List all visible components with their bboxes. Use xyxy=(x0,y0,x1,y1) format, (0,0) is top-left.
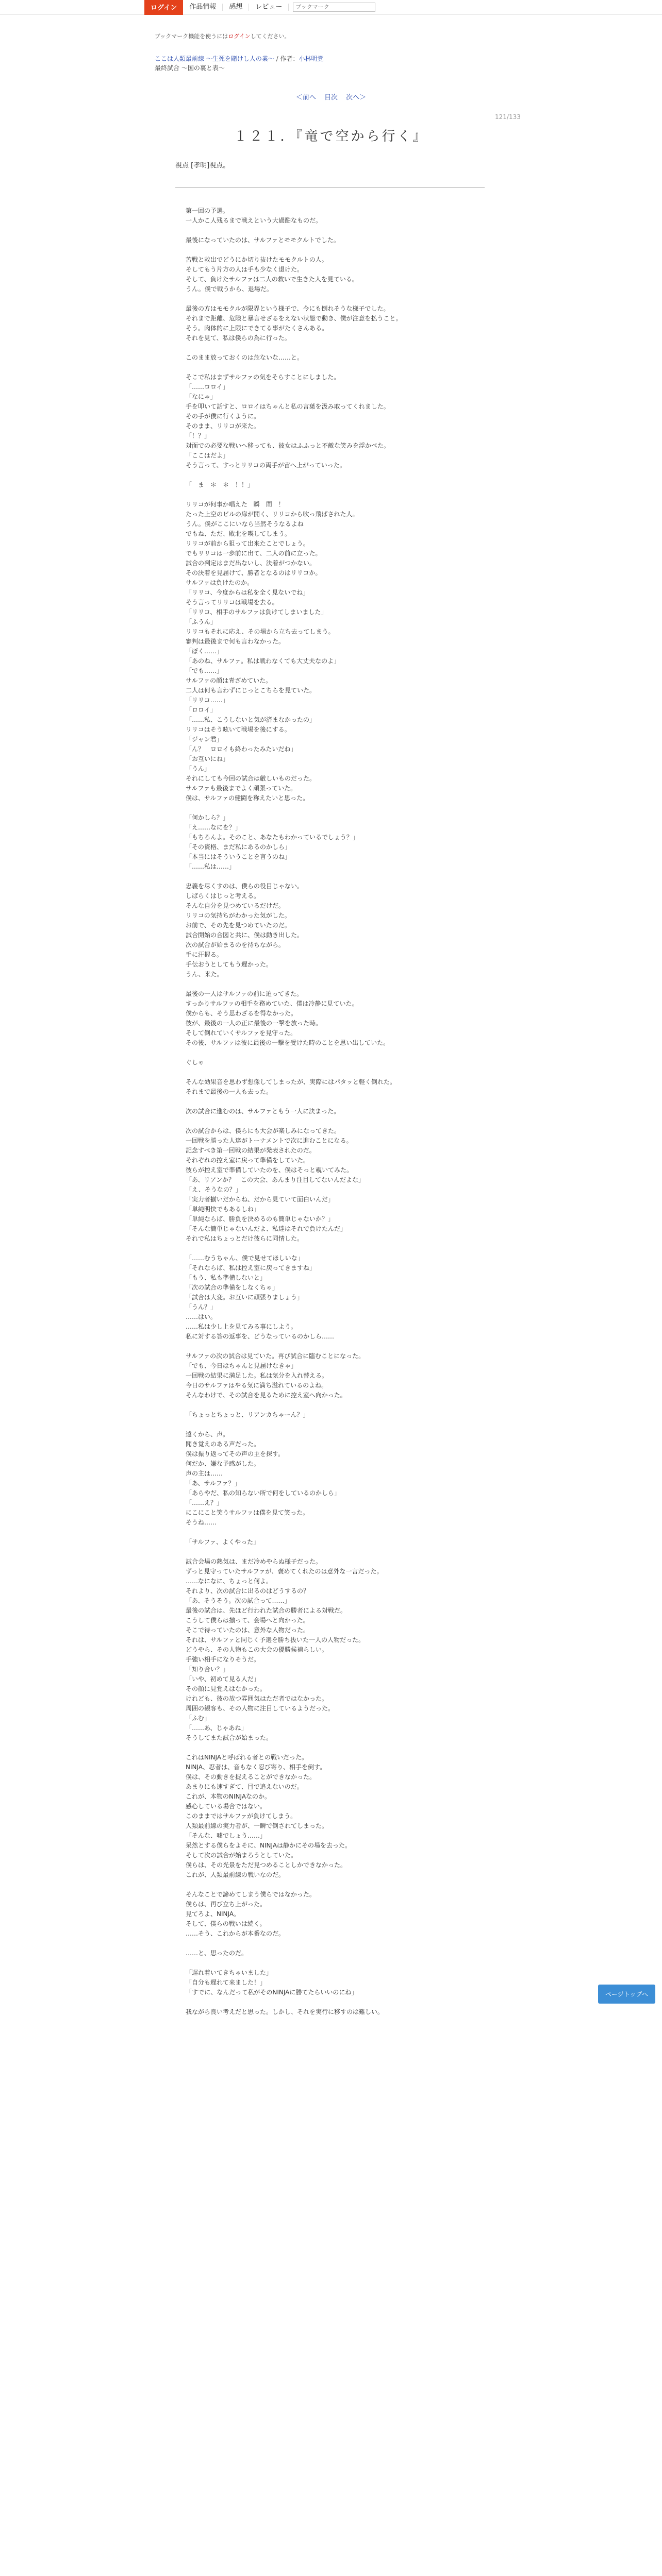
body-line: サルファも最後までよく頑張っていた。 xyxy=(186,785,297,792)
body-line: 「でも、今日はちゃんと見届けなきゃ」 xyxy=(186,1362,297,1369)
prev-link[interactable]: ＜前へ xyxy=(295,94,316,101)
body-line: これが、人類最前線の戦いなのだ。 xyxy=(186,1871,285,1878)
body-line: 「知り合い？」 xyxy=(186,1666,229,1673)
body-line: 感心している場合ではない。 xyxy=(186,1803,267,1810)
body-line: 彼が、最後の一人の正に最後の一撃を放った時。 xyxy=(186,1020,322,1027)
body-line: そうね…… xyxy=(186,1519,217,1526)
body-line: 「その資格、まだ私にあるのかしら」 xyxy=(186,843,291,851)
body-line: 「……私は……」 xyxy=(186,863,236,870)
body-line xyxy=(186,1342,495,1351)
arc-title: 最終試合 〜国の裏と表〜 xyxy=(155,64,225,72)
body-line: 僕からも、そう思わざるを得なかった。 xyxy=(186,1010,297,1017)
body-line: 次の試合からは、僕らにも大会が楽しみになってきた。 xyxy=(186,1127,341,1134)
body-line: それを見て、私は僕らの為に行った。 xyxy=(186,334,291,342)
body-line: 「お互いにね」 xyxy=(186,755,229,762)
author-link[interactable]: 小林明覚 xyxy=(299,55,324,62)
body-line: 記念すべき第一回戦の結果が発表されたのだ。 xyxy=(186,1147,316,1154)
body-line: 対面での必要な戦いへ移っても、彼女はふふっと不敵な笑みを浮かべた。 xyxy=(186,442,390,449)
body-line: 「あらやだ、私の知らない所で何をしているのかしら」 xyxy=(186,1489,341,1497)
body-line: そう言って、すっとリリコの両手が宙へ上がっていった。 xyxy=(186,462,346,469)
body-line: 「なにゃ」 xyxy=(186,393,217,400)
body-line: 「あのね、サルファ。私は戦わなくても大丈夫なのよ」 xyxy=(186,657,340,665)
body-line: 「 ま ＊ ＊ ！！」 xyxy=(186,481,254,488)
bookmark-input[interactable] xyxy=(293,3,375,12)
body-line: 「単純明快でもあるしね」 xyxy=(186,1206,260,1213)
body-line: 「うん？」 xyxy=(186,1303,217,1311)
body-line: 「そんな簡単じゃないんだよ、私達はそれで負けたんだ」 xyxy=(186,1225,347,1232)
body-line: あまりにも速すぎて、目で追えないのだ。 xyxy=(186,1783,303,1790)
body-line: 「リリコ、相手のサルファは負けてしまいました」 xyxy=(186,608,327,616)
breadcrumb-separator: / xyxy=(276,55,278,62)
body-line: 「何かしら？」 xyxy=(186,814,229,821)
body-line: でもリリコは一歩前に出て、二人の前に立った。 xyxy=(186,550,322,557)
body-line: そんな効果音を思わず想像してしまったが、実際にはパタッと軽く倒れた。 xyxy=(186,1078,396,1086)
notice-prefix: ブックマーク機能を使うには xyxy=(155,33,228,40)
body-line: 「実力者揃いだからね、だから見ていて面白いんだ」 xyxy=(186,1196,335,1203)
body-line: 「！？」 xyxy=(186,432,211,439)
body-line xyxy=(186,245,495,255)
body-line: そして倒れていくサルファを見守った。 xyxy=(186,1029,297,1037)
body-line: うん。僕で戦うから、退場だ。 xyxy=(186,285,273,293)
novel-body xyxy=(186,206,495,2017)
body-line: 「本当にはそういうことを言うのね」 xyxy=(186,853,291,860)
body-line: すっかりサルファの相手を務めていた、僕は冷静に見ていた。 xyxy=(186,1000,358,1007)
body-line xyxy=(186,1067,495,1077)
body-line: けれども、彼の放つ雰囲気はただ者ではなかった。 xyxy=(186,1695,328,1702)
body-line: 手伝おうとしてもう遅かった。 xyxy=(186,961,273,968)
body-line xyxy=(186,872,495,882)
body-line: そう。肉体的に上限にできてる事がたくさんある。 xyxy=(186,325,328,332)
body-line: 「……え？」 xyxy=(186,1499,223,1506)
body-line: 次の試合に進むのは、サルファともう一人に決まった。 xyxy=(186,1108,340,1115)
body-line: うん。僕がここにいなら当然そうなるよね xyxy=(186,520,304,528)
body-line: それまで距離、危険と暴言せざるをえない状態で動き、僕が注意を払うこと。 xyxy=(186,315,402,322)
body-line: 「うん」 xyxy=(186,765,211,772)
body-line: ぐしゃ xyxy=(186,1059,205,1066)
body-line: ……はい。 xyxy=(186,1313,217,1320)
body-line: それぞれの控え室に戻って準備をしていた。 xyxy=(186,1157,310,1164)
body-line: 「そんな、嘘でしょう……」 xyxy=(186,1832,267,1839)
chapter-title: １２１．『竜で空から行く』 xyxy=(234,129,428,144)
body-line: 「それならば、私は控え室に戻ってきますね」 xyxy=(186,1264,316,1272)
body-line: 「……むうちゃん、僕で見せてほしいな」 xyxy=(186,1255,304,1262)
body-line: 僕らは、再び立ち上がった。 xyxy=(186,1901,267,1908)
notice-login-link[interactable]: ログイン xyxy=(228,33,251,40)
body-line: 「……ロロイ」 xyxy=(186,383,229,391)
body-line: それで私はちょっとだけ彼らに同情した。 xyxy=(186,1235,304,1242)
login-button[interactable]: ログイン xyxy=(144,0,183,15)
body-line: 「ちょっとちょっと、リアンカちゃーん？」 xyxy=(186,1411,309,1418)
body-line: それは、サルファと同じく予選を勝ち抜いた一人の人物だった。 xyxy=(186,1636,365,1643)
body-line: 「サルファ、よくやった」 xyxy=(186,1538,260,1546)
body-line xyxy=(186,1880,495,1890)
body-line: リリコはそう呟いて戦場を後にする。 xyxy=(186,726,291,733)
body-line xyxy=(186,363,495,372)
body-line xyxy=(186,1048,495,1058)
body-line: そうしてまた試合が始まった。 xyxy=(186,1734,273,1741)
body-line xyxy=(186,1400,495,1410)
body-line: 「もちろんよ。そのこと、あなたもわかっているでしょう？」 xyxy=(186,834,359,841)
bookmark-notice xyxy=(155,32,290,40)
body-line: ずっと見守っていたサルファが、褒めてくれたのは意外な一言だった。 xyxy=(186,1568,383,1575)
body-line: 「でも……」 xyxy=(186,667,223,674)
body-line: そのまま、リリコが来た。 xyxy=(186,422,260,430)
body-line xyxy=(186,979,495,989)
body-line: 「……私、こうしないと気が済まなかったの」 xyxy=(186,716,316,723)
body-line: このままではサルファが負けてしまう。 xyxy=(186,1812,297,1820)
body-line: 声の主は…… xyxy=(186,1470,223,1477)
body-line: 「ふうん」 xyxy=(186,618,217,625)
top-nav xyxy=(0,0,662,14)
body-line: 僕らは、その光景をただ見つめることしかできなかった。 xyxy=(186,1861,347,1869)
nav-impressions[interactable]: 感想 xyxy=(223,4,249,11)
body-line: 「ぼく……」 xyxy=(186,648,223,655)
body-line: ……なになに、ちょっと何よ。 xyxy=(186,1578,273,1585)
breadcrumb xyxy=(155,54,324,73)
body-line: ……と、思ったのだ。 xyxy=(186,1950,248,1957)
body-line: こうして僕らは揃って、会場へと向かった。 xyxy=(186,1617,309,1624)
body-line: 僕は振り返ってその声の主を探す。 xyxy=(186,1450,285,1458)
body-line: 「ふむ」 xyxy=(186,1715,211,1722)
body-line: 手に汗握る。 xyxy=(186,951,223,958)
body-line: 試合開始の合図と共に、僕は動き出した。 xyxy=(186,931,304,939)
body-line: 「え、そうなの？」 xyxy=(186,1186,242,1193)
body-line: 一回戦の結果に満足した。私は気分を入れ替える。 xyxy=(186,1372,328,1379)
body-line: 「いや、初めて見る人だ」 xyxy=(186,1675,260,1683)
body-line xyxy=(186,803,495,813)
series-title-link[interactable]: ここは人類最前線 〜生死を賭けし人の業〜 xyxy=(155,55,274,62)
body-line: サルファの顔は青ざめていた。 xyxy=(186,677,272,684)
body-line: 苦戦と救出でどうにか切り抜けたモモクルトの人。 xyxy=(186,256,328,263)
body-line: サルファは負けたのか。 xyxy=(186,579,254,586)
body-line: でもね、ただ、敗北を喫してしまう。 xyxy=(186,530,291,537)
body-line: これが、本物のNINJAなのか。 xyxy=(186,1793,271,1800)
body-line xyxy=(186,1244,495,1253)
body-line: 「ジャン君」 xyxy=(186,736,223,743)
body-line xyxy=(186,1939,495,1948)
body-line: このまま放っておくのは危ないな……と。 xyxy=(186,354,304,361)
body-line: そして、僕らの戦いは続く。 xyxy=(186,1920,266,1927)
body-line: 手強い相手になりそうだ。 xyxy=(186,1656,260,1663)
chapter-byline: 視点 [孝明]視点。 xyxy=(175,162,230,170)
body-line xyxy=(186,470,495,480)
body-line: にこにこと笑うサルファは僕を見て笑った。 xyxy=(186,1509,309,1516)
body-line: 「え……なにを？」 xyxy=(186,824,242,831)
body-line: 遠くから、声。 xyxy=(186,1431,229,1438)
page-count: 121/133 xyxy=(495,113,521,121)
body-line: 一回戦を勝った人達がトーナメントで次に進むことになる。 xyxy=(186,1137,353,1144)
body-line: そう言ってリリコは戦場を去る。 xyxy=(186,599,278,606)
body-line: 「次の試合の準備をしなくちゃ」 xyxy=(186,1284,279,1291)
body-line: リリコが前から狙って出来たことでしょう。 xyxy=(186,540,309,547)
toc-link[interactable]: 目次 xyxy=(324,94,338,101)
body-line xyxy=(186,490,495,500)
body-line xyxy=(186,226,495,235)
body-line: 我ながら良い考えだと思った。しかし、それを実行に移すのは難しい。 xyxy=(186,2008,384,2015)
body-line xyxy=(186,1958,495,1968)
body-line: お前で、その先を見つめていたのだ。 xyxy=(186,922,291,929)
body-line: リリコの気持ちがわかった気がした。 xyxy=(186,912,291,919)
body-line: 最後の方はモモクルが限界という様子で、今にも倒れそうな様子でした。 xyxy=(186,305,390,312)
body-line: 「試合は大変。お互いに頑張りましょう」 xyxy=(186,1294,304,1301)
body-line xyxy=(186,1997,495,2007)
body-line: その後、サルファは彼に最後の一撃を受けた時のことを思い出していた。 xyxy=(186,1039,390,1046)
author-label: 作者： xyxy=(280,55,299,62)
body-line: 「自分も遅れて来ました！」 xyxy=(186,1979,267,1986)
body-line: 呆然とする僕らをよそに、NINJAは静かにその場を去った。 xyxy=(186,1842,352,1849)
body-line: そしてもう片方の人は手も少なく退けた。 xyxy=(186,266,304,273)
body-line: そんなことで諦めてしまう僕らではなかった。 xyxy=(186,1891,316,1898)
body-line: どうやら、その人物もこの大会の優勝候補らしい。 xyxy=(186,1646,328,1653)
body-line: 彼らが控え室で準備していたのを、僕はそっと覗いてみた。 xyxy=(186,1166,353,1174)
body-line: サルファの次の試合は見ていた。再び試合に臨むことになった。 xyxy=(186,1352,365,1360)
body-line: NINJA、忍者は、音もなく忍び寄り、相手を倒す。 xyxy=(186,1764,326,1771)
body-line: 「すでに、なんだって私がそのNINJAに勝てたらいいのにね」 xyxy=(186,1989,358,1996)
body-line: 人類最前線の実力者が、一瞬で倒されてしまった。 xyxy=(186,1822,328,1829)
body-line: その決着を見届けて、勝者となるのはリリコか。 xyxy=(186,569,322,577)
body-line xyxy=(186,1420,495,1430)
body-line: 手を叩いて話すと、ロロイはちゃんと私の言葉を汲み取ってくれました。 xyxy=(186,403,390,410)
body-line: 忠義を尽くすのは、僕らの役目じゃない。 xyxy=(186,883,304,890)
body-line: 「遅れ着いてきちゃいました」 xyxy=(186,1969,273,1976)
body-line: そして、負けたサルファは二人の救いで生きた人を見ている。 xyxy=(186,276,358,283)
body-line: 「リリコ、今度からは私を全く見ないでね」 xyxy=(186,589,309,596)
page-top-button[interactable]: ページトップへ xyxy=(598,1985,655,2004)
body-line: 「もう、私も準備しないと」 xyxy=(186,1274,267,1281)
body-line: 「ん？ ロロイも終わったみたいだね」 xyxy=(186,745,297,753)
body-line: そんなわけで、その試合を見るために控え室へ向かった。 xyxy=(186,1392,346,1399)
body-line: 二人は何も言わずにじっとこちらを見ていた。 xyxy=(186,687,316,694)
next-link[interactable]: 次へ＞ xyxy=(346,94,367,101)
body-line: 「ロロイ」 xyxy=(186,706,217,714)
body-line: 今日のサルファはやる気に満ち溢れているのよね。 xyxy=(186,1382,328,1389)
body-line: 最後の試合は、先ほど行われた試合の勝者による対戦だ。 xyxy=(186,1607,347,1614)
body-line: 周囲の観客も、その人物に注目しているようだった。 xyxy=(186,1705,335,1712)
nav-reviews[interactable]: レビュー xyxy=(249,4,289,11)
body-line: 第一回の予選。 xyxy=(186,207,229,214)
body-line: 試合の判定はまだ出ないし、決着がつかない。 xyxy=(186,560,316,567)
body-line xyxy=(186,1097,495,1107)
body-line: リリコが何事か唱えた 瞬 間 ！ xyxy=(186,501,285,508)
body-line: これはNINJAと呼ばれる者との戦いだった。 xyxy=(186,1754,308,1761)
body-line: 一人かこ人残るまで戦えという大過酷なものだ。 xyxy=(186,217,322,224)
body-line: そんな自分を見つめているだけだ。 xyxy=(186,902,285,909)
body-line xyxy=(186,1547,495,1557)
body-line: それまで最後の一人も去った。 xyxy=(186,1088,273,1095)
body-line: 「リリコ……」 xyxy=(186,697,229,704)
body-line: ……そう、これからが本番なのだ。 xyxy=(186,1930,285,1937)
body-line: 僕は、サルファの健闘を称えたいと思った。 xyxy=(186,794,309,802)
body-line: 最後の一人はサルファの前に迫ってきた。 xyxy=(186,990,303,997)
body-line: 「単純ならば、勝負を決めるのも簡単じゃないか？」 xyxy=(186,1215,335,1223)
body-line xyxy=(186,343,495,353)
body-line: 次の試合が始まるのを待ちながら。 xyxy=(186,941,285,948)
body-line: 聞き覚えのある声だった。 xyxy=(186,1440,260,1448)
body-line xyxy=(186,1116,495,1126)
body-line: 僕は、その動きを捉えることができなかった。 xyxy=(186,1773,316,1781)
body-line: たった上空のビルの扉が開く、リリコから吹っ飛ばされた人。 xyxy=(186,511,359,518)
body-line: 何だか、嫌な予感がした。 xyxy=(186,1460,260,1467)
body-line: 最後になっていたのは、サルファとモモクルトでした。 xyxy=(186,236,340,244)
body-line: 「あ、サルファ？」 xyxy=(186,1480,241,1487)
body-line: リリコもそれに応え、その場から立ち去ってしまう。 xyxy=(186,628,335,635)
body-line: 見てろよ、NINJA。 xyxy=(186,1910,240,1918)
body-line: 審判は最後まで何も言わなかった。 xyxy=(186,638,285,645)
body-line: そして次の試合が始まろうとしていた。 xyxy=(186,1852,297,1859)
body-line xyxy=(186,294,495,304)
body-line: 「あ、そうそう。次の試合って……」 xyxy=(186,1597,291,1604)
body-line: それにしても今回の試合は厳しいものだった。 xyxy=(186,775,316,782)
body-line: うん、来た。 xyxy=(186,971,223,978)
body-line xyxy=(186,1528,495,1537)
body-line: そこで私はまずサルファの気をそらすことにしました。 xyxy=(186,374,340,381)
body-line: そこで待っていたのは、意外な人物だった。 xyxy=(186,1626,310,1634)
body-line: 試合会場の熱気は、まだ冷めやらぬ様子だった。 xyxy=(186,1558,322,1565)
body-line: その顔に見覚えはなかった。 xyxy=(186,1685,267,1692)
pager-top xyxy=(0,92,662,101)
body-line: それより、次の試合に出るのはどうするの？ xyxy=(186,1587,310,1595)
body-line: ……私は少し上を見てみる事にしよう。 xyxy=(186,1323,297,1330)
body-line: その手が僕に行くように。 xyxy=(186,413,260,420)
body-line: 私に対する答の返事を、どうなっているのかしら…… xyxy=(186,1333,335,1340)
nav-work-info[interactable]: 作品情報 xyxy=(183,4,223,11)
body-line xyxy=(186,1743,495,1753)
notice-suffix: してください。 xyxy=(250,33,290,40)
body-line: 「……あ、じゃあね」 xyxy=(186,1724,247,1732)
body-line: 「ここはだよ」 xyxy=(186,452,229,459)
body-line: しばらくはじっと考える。 xyxy=(186,892,260,900)
body-line: 「あ、リアンか？ この大会、あんまり注目してないんだよな」 xyxy=(186,1176,365,1183)
